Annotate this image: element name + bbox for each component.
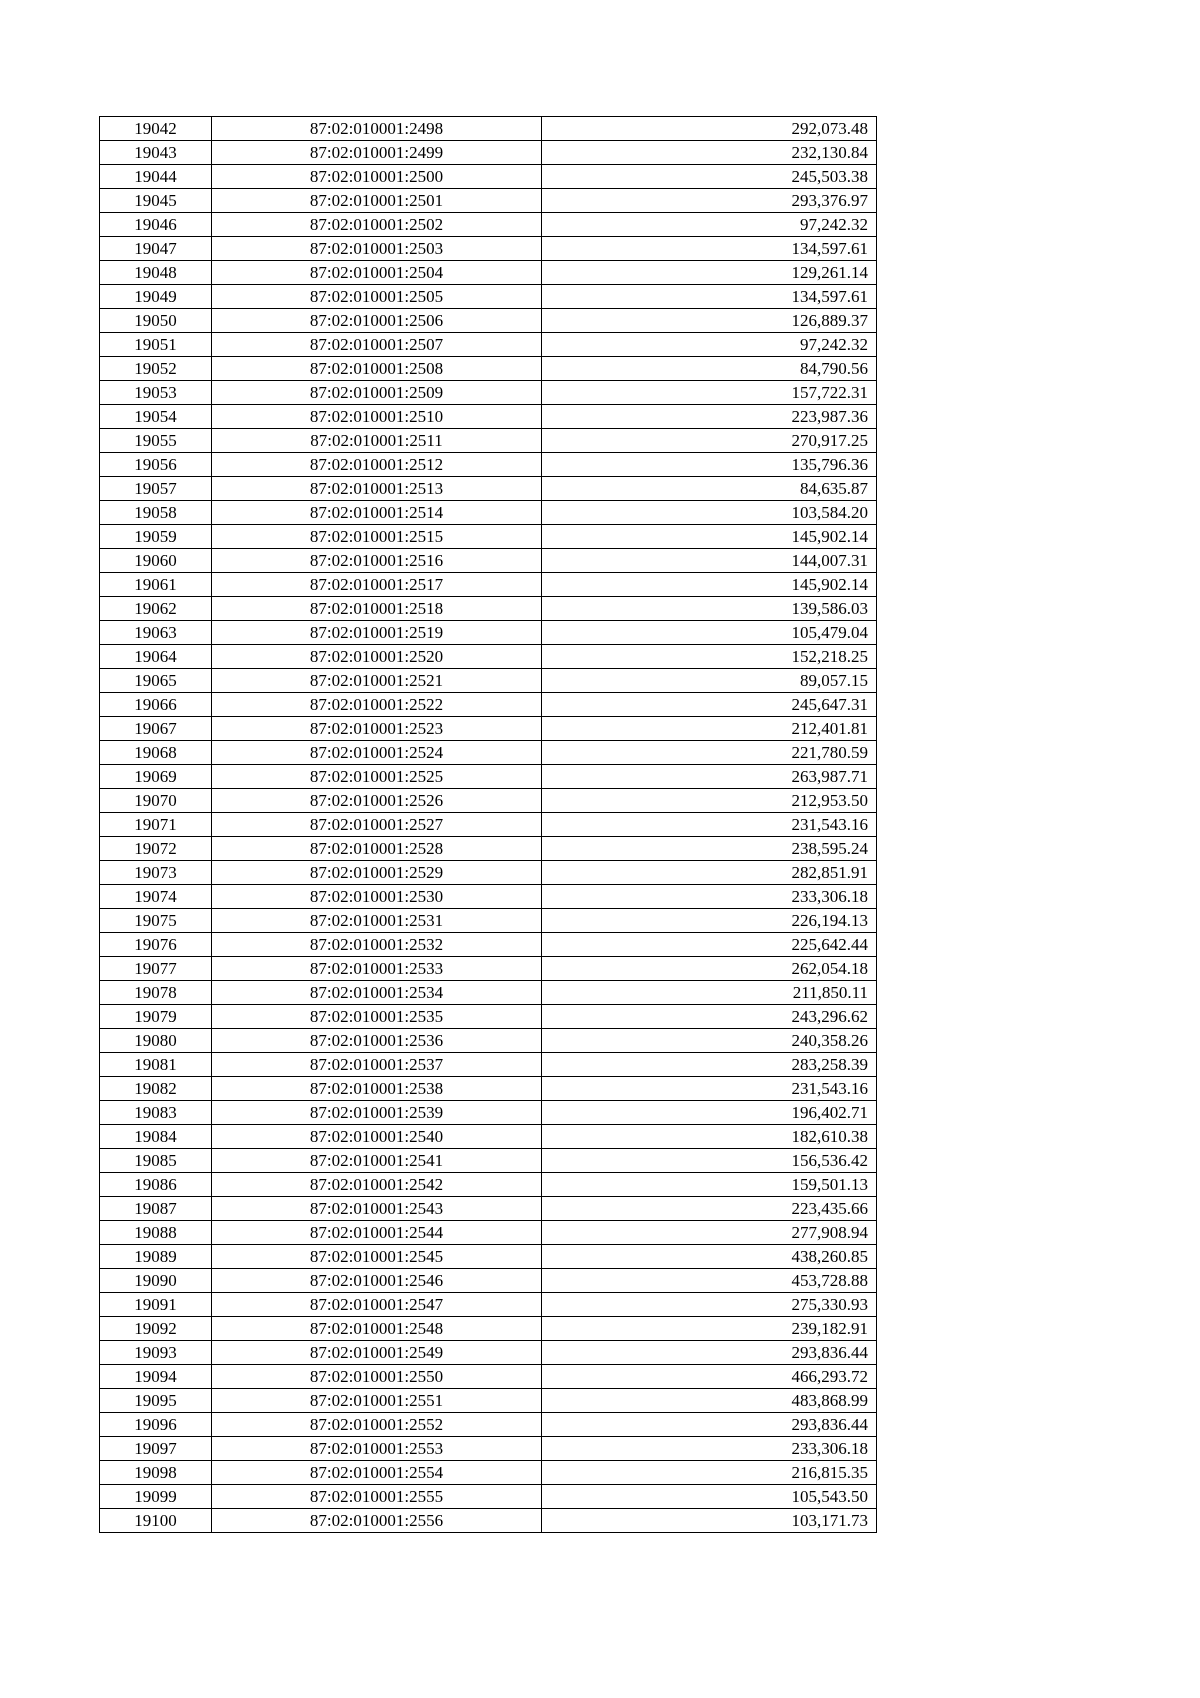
row-number-cell: 19064 xyxy=(100,645,212,669)
cadastral-number-cell: 87:02:010001:2553 xyxy=(212,1437,542,1461)
cadastral-number-cell: 87:02:010001:2524 xyxy=(212,741,542,765)
table-row xyxy=(100,909,877,933)
row-number-cell: 19049 xyxy=(100,285,212,309)
cadastral-number-cell: 87:02:010001:2517 xyxy=(212,573,542,597)
cadastral-value-cell: 223,987.36 xyxy=(542,405,877,429)
table-row xyxy=(100,861,877,885)
cadastral-value-cell: 226,194.13 xyxy=(542,909,877,933)
row-number-cell: 19088 xyxy=(100,1221,212,1245)
row-number-cell: 19050 xyxy=(100,309,212,333)
row-number-cell: 19044 xyxy=(100,165,212,189)
cadastral-value-cell: 97,242.32 xyxy=(542,213,877,237)
cadastral-number-cell: 87:02:010001:2514 xyxy=(212,501,542,525)
cadastral-number-cell: 87:02:010001:2521 xyxy=(212,669,542,693)
cadastral-number-cell: 87:02:010001:2535 xyxy=(212,1005,542,1029)
cadastral-number-cell: 87:02:010001:2534 xyxy=(212,981,542,1005)
cadastral-value-cell: 293,376.97 xyxy=(542,189,877,213)
row-number-cell: 19056 xyxy=(100,453,212,477)
cadastral-value-cell: 216,815.35 xyxy=(542,1461,877,1485)
row-number-cell: 19081 xyxy=(100,1053,212,1077)
table-row xyxy=(100,357,877,381)
row-number-cell: 19082 xyxy=(100,1077,212,1101)
cadastral-value-cell: 232,130.84 xyxy=(542,141,877,165)
row-number-cell: 19092 xyxy=(100,1317,212,1341)
cadastral-value-cell: 84,790.56 xyxy=(542,357,877,381)
table-row xyxy=(100,1341,877,1365)
table-row xyxy=(100,1125,877,1149)
cadastral-value-cell: 262,054.18 xyxy=(542,957,877,981)
row-number-cell: 19053 xyxy=(100,381,212,405)
cadastral-number-cell: 87:02:010001:2506 xyxy=(212,309,542,333)
table-row xyxy=(100,1365,877,1389)
row-number-cell: 19087 xyxy=(100,1197,212,1221)
row-number-cell: 19075 xyxy=(100,909,212,933)
cadastral-value-cell: 145,902.14 xyxy=(542,525,877,549)
cadastral-number-cell: 87:02:010001:2551 xyxy=(212,1389,542,1413)
cadastral-number-cell: 87:02:010001:2528 xyxy=(212,837,542,861)
cadastral-value-cell: 277,908.94 xyxy=(542,1221,877,1245)
cadastral-number-cell: 87:02:010001:2539 xyxy=(212,1101,542,1125)
row-number-cell: 19099 xyxy=(100,1485,212,1509)
table-row xyxy=(100,1245,877,1269)
cadastral-number-cell: 87:02:010001:2554 xyxy=(212,1461,542,1485)
cadastral-number-cell: 87:02:010001:2526 xyxy=(212,789,542,813)
cadastral-number-cell: 87:02:010001:2546 xyxy=(212,1269,542,1293)
table-row xyxy=(100,837,877,861)
cadastral-number-cell: 87:02:010001:2555 xyxy=(212,1485,542,1509)
cadastral-value-cell: 282,851.91 xyxy=(542,861,877,885)
row-number-cell: 19070 xyxy=(100,789,212,813)
cadastral-number-cell: 87:02:010001:2552 xyxy=(212,1413,542,1437)
cadastral-number-cell: 87:02:010001:2504 xyxy=(212,261,542,285)
table-row xyxy=(100,621,877,645)
table-row xyxy=(100,501,877,525)
table-row xyxy=(100,1485,877,1509)
table-row xyxy=(100,1221,877,1245)
cadastral-value-cell: 238,595.24 xyxy=(542,837,877,861)
cadastral-number-cell: 87:02:010001:2523 xyxy=(212,717,542,741)
cadastral-number-cell: 87:02:010001:2544 xyxy=(212,1221,542,1245)
cadastral-number-cell: 87:02:010001:2502 xyxy=(212,213,542,237)
table-row xyxy=(100,1101,877,1125)
row-number-cell: 19077 xyxy=(100,957,212,981)
cadastral-value-cell: 103,584.20 xyxy=(542,501,877,525)
table-row xyxy=(100,1077,877,1101)
table-row xyxy=(100,693,877,717)
cadastral-value-cell: 293,836.44 xyxy=(542,1413,877,1437)
row-number-cell: 19058 xyxy=(100,501,212,525)
table-row xyxy=(100,669,877,693)
cadastral-number-cell: 87:02:010001:2522 xyxy=(212,693,542,717)
cadastral-value-cell: 466,293.72 xyxy=(542,1365,877,1389)
cadastral-value-cell: 182,610.38 xyxy=(542,1125,877,1149)
row-number-cell: 19065 xyxy=(100,669,212,693)
cadastral-value-cell: 221,780.59 xyxy=(542,741,877,765)
table-row xyxy=(100,597,877,621)
cadastre-table xyxy=(99,116,877,1533)
row-number-cell: 19051 xyxy=(100,333,212,357)
table-row xyxy=(100,165,877,189)
table-row xyxy=(100,789,877,813)
row-number-cell: 19045 xyxy=(100,189,212,213)
row-number-cell: 19091 xyxy=(100,1293,212,1317)
table-row xyxy=(100,429,877,453)
cadastral-number-cell: 87:02:010001:2540 xyxy=(212,1125,542,1149)
row-number-cell: 19063 xyxy=(100,621,212,645)
table-row xyxy=(100,717,877,741)
row-number-cell: 19047 xyxy=(100,237,212,261)
cadastral-number-cell: 87:02:010001:2548 xyxy=(212,1317,542,1341)
table-row xyxy=(100,885,877,909)
cadastral-value-cell: 103,171.73 xyxy=(542,1509,877,1533)
cadastral-number-cell: 87:02:010001:2518 xyxy=(212,597,542,621)
row-number-cell: 19046 xyxy=(100,213,212,237)
row-number-cell: 19076 xyxy=(100,933,212,957)
row-number-cell: 19090 xyxy=(100,1269,212,1293)
cadastral-value-cell: 231,543.16 xyxy=(542,1077,877,1101)
cadastral-value-cell: 105,543.50 xyxy=(542,1485,877,1509)
row-number-cell: 19072 xyxy=(100,837,212,861)
cadastral-number-cell: 87:02:010001:2525 xyxy=(212,765,542,789)
table-row xyxy=(100,1437,877,1461)
cadastral-number-cell: 87:02:010001:2499 xyxy=(212,141,542,165)
cadastral-number-cell: 87:02:010001:2536 xyxy=(212,1029,542,1053)
row-number-cell: 19086 xyxy=(100,1173,212,1197)
table-row xyxy=(100,189,877,213)
cadastral-number-cell: 87:02:010001:2541 xyxy=(212,1149,542,1173)
cadastral-number-cell: 87:02:010001:2543 xyxy=(212,1197,542,1221)
table-row xyxy=(100,405,877,429)
table-row xyxy=(100,1197,877,1221)
cadastral-number-cell: 87:02:010001:2515 xyxy=(212,525,542,549)
cadastral-value-cell: 145,902.14 xyxy=(542,573,877,597)
row-number-cell: 19068 xyxy=(100,741,212,765)
cadastral-value-cell: 223,435.66 xyxy=(542,1197,877,1221)
cadastral-number-cell: 87:02:010001:2513 xyxy=(212,477,542,501)
cadastral-value-cell: 233,306.18 xyxy=(542,885,877,909)
row-number-cell: 19084 xyxy=(100,1125,212,1149)
cadastral-value-cell: 225,642.44 xyxy=(542,933,877,957)
cadastral-value-cell: 157,722.31 xyxy=(542,381,877,405)
cadastral-value-cell: 270,917.25 xyxy=(542,429,877,453)
table-row xyxy=(100,213,877,237)
row-number-cell: 19069 xyxy=(100,765,212,789)
table-row xyxy=(100,1413,877,1437)
table-row xyxy=(100,1173,877,1197)
row-number-cell: 19073 xyxy=(100,861,212,885)
table-row xyxy=(100,261,877,285)
row-number-cell: 19059 xyxy=(100,525,212,549)
row-number-cell: 19054 xyxy=(100,405,212,429)
cadastral-number-cell: 87:02:010001:2498 xyxy=(212,117,542,141)
row-number-cell: 19080 xyxy=(100,1029,212,1053)
row-number-cell: 19066 xyxy=(100,693,212,717)
cadastral-value-cell: 438,260.85 xyxy=(542,1245,877,1269)
table-row xyxy=(100,525,877,549)
cadastral-number-cell: 87:02:010001:2510 xyxy=(212,405,542,429)
row-number-cell: 19094 xyxy=(100,1365,212,1389)
cadastral-value-cell: 483,868.99 xyxy=(542,1389,877,1413)
row-number-cell: 19095 xyxy=(100,1389,212,1413)
table-row xyxy=(100,1509,877,1533)
row-number-cell: 19085 xyxy=(100,1149,212,1173)
row-number-cell: 19098 xyxy=(100,1461,212,1485)
table-row xyxy=(100,477,877,501)
cadastral-number-cell: 87:02:010001:2501 xyxy=(212,189,542,213)
cadastral-value-cell: 233,306.18 xyxy=(542,1437,877,1461)
cadastral-value-cell: 105,479.04 xyxy=(542,621,877,645)
cadastral-number-cell: 87:02:010001:2516 xyxy=(212,549,542,573)
table-row xyxy=(100,285,877,309)
row-number-cell: 19060 xyxy=(100,549,212,573)
cadastral-value-cell: 135,796.36 xyxy=(542,453,877,477)
row-number-cell: 19083 xyxy=(100,1101,212,1125)
cadastral-value-cell: 134,597.61 xyxy=(542,237,877,261)
table-row xyxy=(100,1005,877,1029)
cadastral-value-cell: 212,953.50 xyxy=(542,789,877,813)
table-row xyxy=(100,981,877,1005)
row-number-cell: 19052 xyxy=(100,357,212,381)
table-row xyxy=(100,1053,877,1077)
table-row xyxy=(100,1317,877,1341)
table-row xyxy=(100,141,877,165)
table-row xyxy=(100,309,877,333)
cadastral-number-cell: 87:02:010001:2549 xyxy=(212,1341,542,1365)
row-number-cell: 19074 xyxy=(100,885,212,909)
cadastral-number-cell: 87:02:010001:2542 xyxy=(212,1173,542,1197)
row-number-cell: 19093 xyxy=(100,1341,212,1365)
table-row xyxy=(100,333,877,357)
cadastral-number-cell: 87:02:010001:2547 xyxy=(212,1293,542,1317)
cadastral-value-cell: 129,261.14 xyxy=(542,261,877,285)
cadastral-value-cell: 263,987.71 xyxy=(542,765,877,789)
cadastral-value-cell: 97,242.32 xyxy=(542,333,877,357)
cadastral-number-cell: 87:02:010001:2532 xyxy=(212,933,542,957)
cadastral-value-cell: 211,850.11 xyxy=(542,981,877,1005)
row-number-cell: 19089 xyxy=(100,1245,212,1269)
cadastral-value-cell: 159,501.13 xyxy=(542,1173,877,1197)
table-row xyxy=(100,549,877,573)
cadastral-number-cell: 87:02:010001:2527 xyxy=(212,813,542,837)
row-number-cell: 19062 xyxy=(100,597,212,621)
table-row xyxy=(100,933,877,957)
row-number-cell: 19061 xyxy=(100,573,212,597)
cadastral-number-cell: 87:02:010001:2512 xyxy=(212,453,542,477)
cadastral-value-cell: 212,401.81 xyxy=(542,717,877,741)
cadastral-value-cell: 283,258.39 xyxy=(542,1053,877,1077)
cadastral-value-cell: 239,182.91 xyxy=(542,1317,877,1341)
row-number-cell: 19078 xyxy=(100,981,212,1005)
row-number-cell: 19079 xyxy=(100,1005,212,1029)
cadastral-value-cell: 144,007.31 xyxy=(542,549,877,573)
cadastral-value-cell: 139,586.03 xyxy=(542,597,877,621)
cadastral-value-cell: 231,543.16 xyxy=(542,813,877,837)
table-row xyxy=(100,1389,877,1413)
cadastral-number-cell: 87:02:010001:2529 xyxy=(212,861,542,885)
cadastral-number-cell: 87:02:010001:2500 xyxy=(212,165,542,189)
table-row xyxy=(100,1149,877,1173)
cadastral-number-cell: 87:02:010001:2533 xyxy=(212,957,542,981)
cadastral-value-cell: 156,536.42 xyxy=(542,1149,877,1173)
cadastral-number-cell: 87:02:010001:2530 xyxy=(212,885,542,909)
cadastral-number-cell: 87:02:010001:2538 xyxy=(212,1077,542,1101)
cadastral-number-cell: 87:02:010001:2505 xyxy=(212,285,542,309)
cadastral-number-cell: 87:02:010001:2519 xyxy=(212,621,542,645)
cadastral-value-cell: 134,597.61 xyxy=(542,285,877,309)
table-row xyxy=(100,957,877,981)
cadastral-value-cell: 453,728.88 xyxy=(542,1269,877,1293)
cadastral-number-cell: 87:02:010001:2511 xyxy=(212,429,542,453)
table-row xyxy=(100,1029,877,1053)
row-number-cell: 19042 xyxy=(100,117,212,141)
cadastral-number-cell: 87:02:010001:2537 xyxy=(212,1053,542,1077)
cadastral-value-cell: 292,073.48 xyxy=(542,117,877,141)
cadastral-value-cell: 240,358.26 xyxy=(542,1029,877,1053)
table-row xyxy=(100,117,877,141)
table-row xyxy=(100,765,877,789)
cadastral-number-cell: 87:02:010001:2556 xyxy=(212,1509,542,1533)
table-row xyxy=(100,741,877,765)
row-number-cell: 19071 xyxy=(100,813,212,837)
row-number-cell: 19043 xyxy=(100,141,212,165)
table-row xyxy=(100,237,877,261)
table-row xyxy=(100,381,877,405)
row-number-cell: 19100 xyxy=(100,1509,212,1533)
row-number-cell: 19048 xyxy=(100,261,212,285)
cadastral-value-cell: 84,635.87 xyxy=(542,477,877,501)
cadastral-value-cell: 152,218.25 xyxy=(542,645,877,669)
row-number-cell: 19097 xyxy=(100,1437,212,1461)
table-row xyxy=(100,1461,877,1485)
table-row xyxy=(100,573,877,597)
cadastral-number-cell: 87:02:010001:2509 xyxy=(212,381,542,405)
cadastral-value-cell: 196,402.71 xyxy=(542,1101,877,1125)
cadastral-number-cell: 87:02:010001:2503 xyxy=(212,237,542,261)
cadastral-value-cell: 243,296.62 xyxy=(542,1005,877,1029)
cadastral-number-cell: 87:02:010001:2507 xyxy=(212,333,542,357)
table-row xyxy=(100,645,877,669)
cadastral-number-cell: 87:02:010001:2531 xyxy=(212,909,542,933)
cadastral-number-cell: 87:02:010001:2508 xyxy=(212,357,542,381)
table-row xyxy=(100,813,877,837)
cadastral-value-cell: 89,057.15 xyxy=(542,669,877,693)
cadastral-value-cell: 245,503.38 xyxy=(542,165,877,189)
row-number-cell: 19096 xyxy=(100,1413,212,1437)
row-number-cell: 19057 xyxy=(100,477,212,501)
cadastral-value-cell: 275,330.93 xyxy=(542,1293,877,1317)
table-row xyxy=(100,453,877,477)
cadastral-value-cell: 293,836.44 xyxy=(542,1341,877,1365)
table-body xyxy=(100,117,877,1533)
cadastral-value-cell: 126,889.37 xyxy=(542,309,877,333)
cadastral-number-cell: 87:02:010001:2545 xyxy=(212,1245,542,1269)
cadastral-number-cell: 87:02:010001:2520 xyxy=(212,645,542,669)
row-number-cell: 19055 xyxy=(100,429,212,453)
table-row xyxy=(100,1269,877,1293)
table-row xyxy=(100,1293,877,1317)
cadastral-number-cell: 87:02:010001:2550 xyxy=(212,1365,542,1389)
row-number-cell: 19067 xyxy=(100,717,212,741)
cadastral-value-cell: 245,647.31 xyxy=(542,693,877,717)
